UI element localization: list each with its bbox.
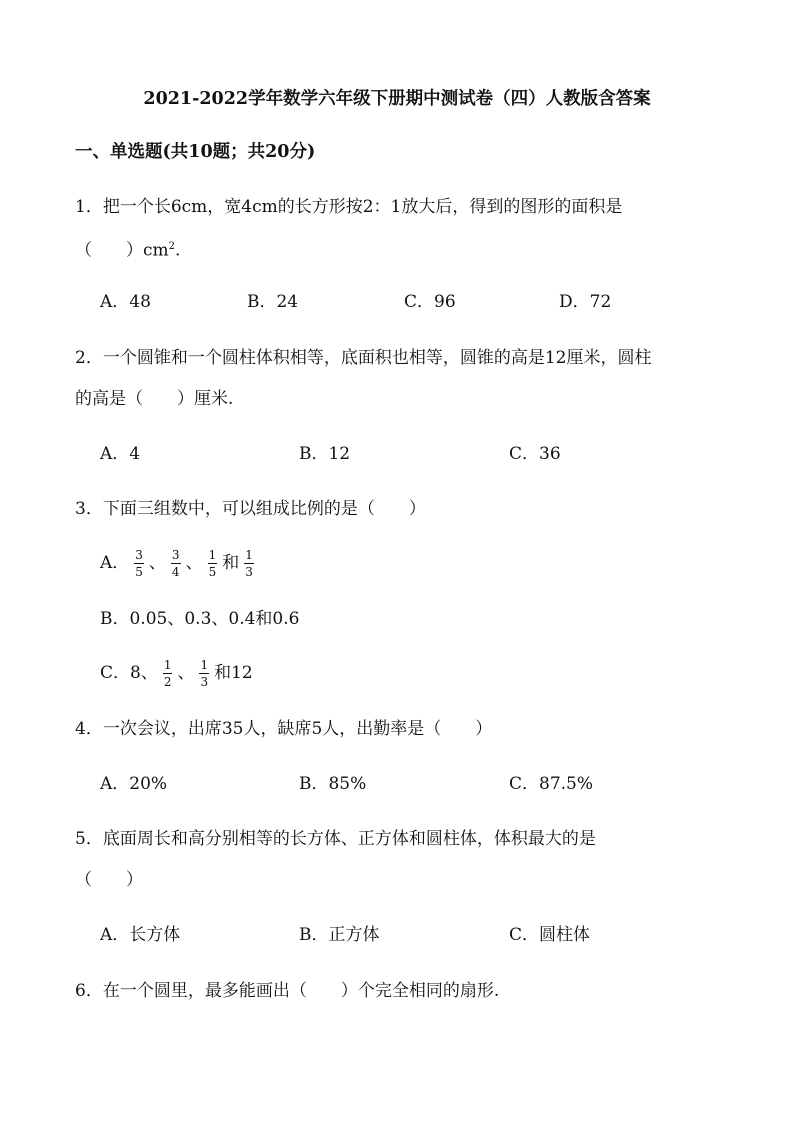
numerator: 1 bbox=[163, 658, 172, 672]
separator: 、 bbox=[177, 663, 195, 683]
fraction bbox=[134, 549, 144, 578]
denominator: 5 bbox=[208, 565, 217, 579]
question-2-option-a: A．4 bbox=[100, 444, 141, 464]
question-5-option-a: A．长方体 bbox=[100, 925, 181, 945]
fraction bbox=[199, 659, 209, 688]
fraction bbox=[163, 659, 173, 688]
question-2-line-1: 2．一个圆锥和一个圆柱体积相等，底面积也相等，圆锥的高是12厘米，圆柱 bbox=[75, 348, 652, 368]
question-1-option-a: A．48 bbox=[100, 292, 151, 312]
denominator: 3 bbox=[200, 675, 209, 689]
exam-title: 2021-2022学年数学六年级下册期中测试卷（四）人教版含答案 bbox=[143, 89, 651, 109]
question-1-option-c: C．96 bbox=[404, 292, 456, 312]
conjunction: 和 bbox=[222, 553, 240, 573]
option-c-label: C．8、 bbox=[100, 663, 158, 683]
question-1-option-b: B．24 bbox=[247, 292, 299, 312]
denominator: 3 bbox=[245, 565, 253, 579]
separator: 、 bbox=[148, 553, 166, 573]
numerator: 1 bbox=[208, 548, 217, 562]
denominator: 4 bbox=[171, 565, 180, 579]
question-3-option-a bbox=[100, 549, 259, 578]
denominator: 2 bbox=[163, 675, 172, 689]
question-5-line-2: （ ） bbox=[75, 870, 143, 890]
question-1-line-2 bbox=[75, 242, 180, 260]
numerator: 1 bbox=[200, 658, 209, 672]
question-4-option-b: B．85% bbox=[299, 774, 367, 794]
question-3-line-1: 3．下面三组数中，可以组成比例的是（ ） bbox=[75, 499, 426, 519]
section-heading: 一、单选题(共10题；共20分) bbox=[75, 142, 316, 162]
question-2-line-2: 的高是（ ）厘米. bbox=[75, 389, 234, 409]
numerator: 3 bbox=[135, 548, 143, 562]
question-5-option-c: C．圆柱体 bbox=[509, 925, 591, 945]
question-1-blank: （ ）cm bbox=[75, 240, 169, 261]
fraction bbox=[208, 549, 218, 578]
question-6-line-1: 6．在一个圆里，最多能画出（ ）个完全相同的扇形. bbox=[75, 981, 500, 1001]
question-2-option-b: B．12 bbox=[299, 444, 351, 464]
question-4-option-a: A．20% bbox=[100, 774, 168, 794]
question-2-option-c: C．36 bbox=[509, 444, 561, 464]
question-1-period: . bbox=[175, 240, 181, 261]
question-3-option-c bbox=[100, 659, 253, 688]
question-4-line-1: 4．一次会议，出席35人，缺席5人，出勤率是（ ） bbox=[75, 719, 493, 739]
question-5-line-1: 5．底面周长和高分别相等的长方体、正方体和圆柱体，体积最大的是 bbox=[75, 829, 596, 849]
option-c-tail: 和12 bbox=[214, 663, 253, 683]
option-a-label: A． bbox=[100, 553, 130, 573]
numerator: 3 bbox=[171, 548, 180, 562]
numerator: 1 bbox=[245, 548, 253, 562]
question-5-option-b: B．正方体 bbox=[299, 925, 380, 945]
unit-exponent: 2 bbox=[168, 241, 176, 252]
fraction bbox=[244, 549, 254, 578]
denominator: 5 bbox=[135, 565, 143, 579]
fraction bbox=[171, 549, 181, 578]
separator: 、 bbox=[185, 553, 203, 573]
question-4-option-c: C．87.5% bbox=[509, 774, 594, 794]
question-1-option-d: D．72 bbox=[559, 292, 612, 312]
question-3-option-b: B．0.05、0.3、0.4和0.6 bbox=[100, 609, 300, 629]
question-1-line-1: 1．把一个长6cm，宽4cm的长方形按2：1放大后，得到的图形的面积是 bbox=[75, 197, 623, 217]
